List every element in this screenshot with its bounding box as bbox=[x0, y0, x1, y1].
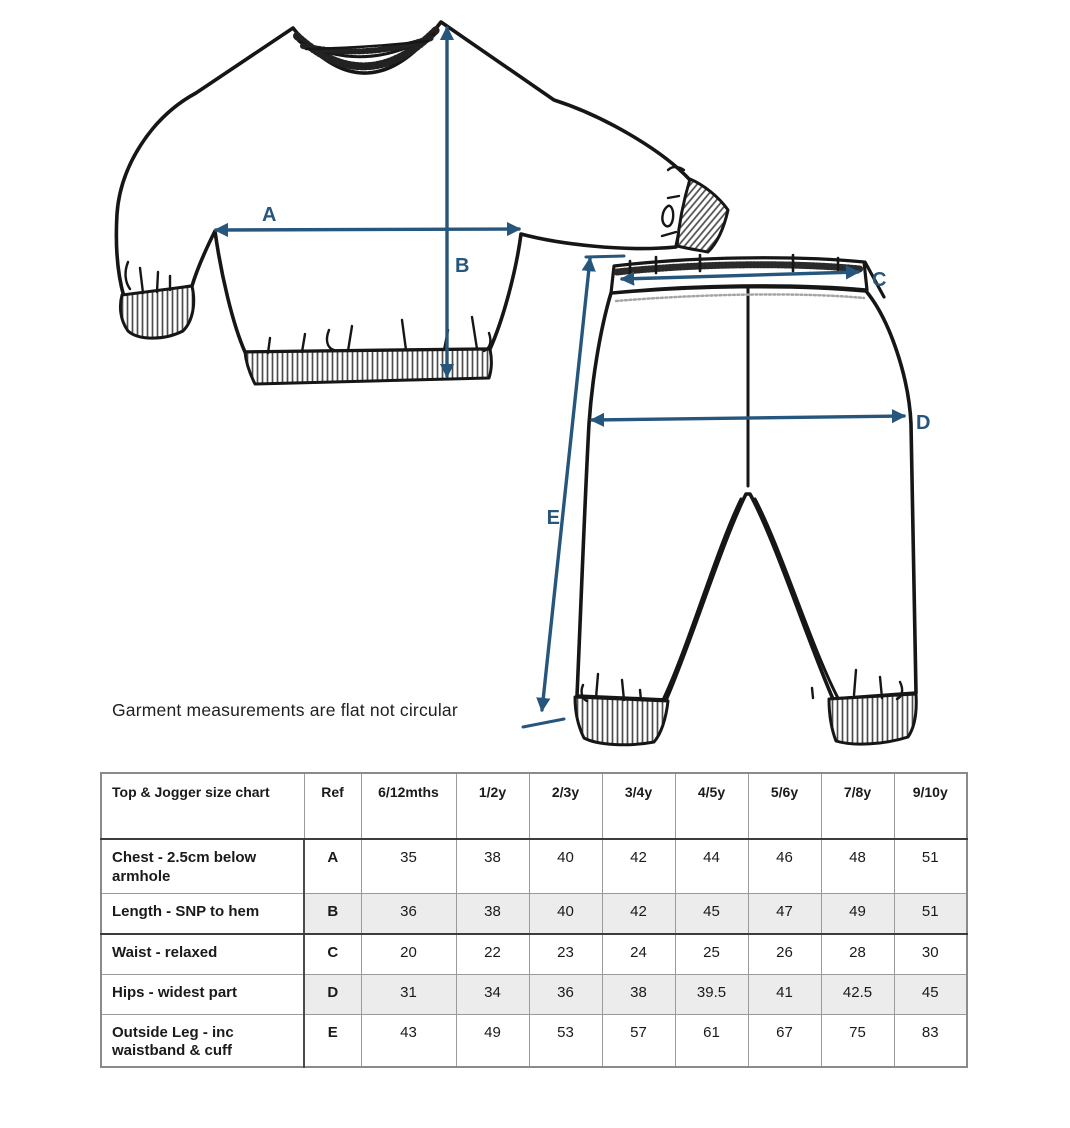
joggers-drawing bbox=[575, 255, 916, 745]
table-row-length bbox=[101, 893, 967, 934]
dim-label-b: B bbox=[455, 255, 470, 277]
value-cell: 42 bbox=[602, 839, 675, 893]
row-label: Chest - 2.5cm below armhole bbox=[101, 839, 304, 893]
table-row-hips bbox=[101, 974, 967, 1014]
column-header-size: 2/3y bbox=[529, 773, 602, 839]
dim-label-c: C bbox=[872, 269, 887, 291]
value-cell: 46 bbox=[748, 839, 821, 893]
value-cell: 75 bbox=[821, 1014, 894, 1067]
value-cell: 49 bbox=[456, 1014, 529, 1067]
sweatshirt-hem-band bbox=[245, 349, 491, 384]
value-cell: 57 bbox=[602, 1014, 675, 1067]
value-cell: 38 bbox=[456, 839, 529, 893]
value-cell: 41 bbox=[748, 974, 821, 1014]
value-cell: 24 bbox=[602, 934, 675, 974]
ref-cell: B bbox=[304, 893, 361, 934]
value-cell: 53 bbox=[529, 1014, 602, 1067]
size-chart-table bbox=[100, 772, 968, 1068]
joggers-right-cuff bbox=[829, 694, 916, 744]
sweatshirt-body-outline bbox=[116, 22, 690, 352]
column-header-size: 3/4y bbox=[602, 773, 675, 839]
value-cell: 31 bbox=[361, 974, 456, 1014]
column-header-size: 5/6y bbox=[748, 773, 821, 839]
row-label: Waist - relaxed bbox=[101, 934, 304, 974]
flat-measurement-note: Garment measurements are flat not circular bbox=[112, 700, 458, 720]
value-cell: 45 bbox=[894, 974, 967, 1014]
value-cell: 20 bbox=[361, 934, 456, 974]
value-cell: 61 bbox=[675, 1014, 748, 1067]
row-label: Length - SNP to hem bbox=[101, 893, 304, 934]
row-label: Outside Leg - inc waistband & cuff bbox=[101, 1014, 304, 1067]
value-cell: 51 bbox=[894, 893, 967, 934]
column-header-size: 1/2y bbox=[456, 773, 529, 839]
joggers-left-cuff bbox=[575, 697, 668, 745]
dim-label-e: E bbox=[546, 507, 560, 529]
value-cell: 40 bbox=[529, 893, 602, 934]
sweatshirt-left-cuff bbox=[120, 286, 193, 338]
value-cell: 47 bbox=[748, 893, 821, 934]
table-title: Top & Jogger size chart bbox=[101, 773, 304, 839]
value-cell: 35 bbox=[361, 839, 456, 893]
row-label: Hips - widest part bbox=[101, 974, 304, 1014]
value-cell: 34 bbox=[456, 974, 529, 1014]
column-header-size: 9/10y bbox=[894, 773, 967, 839]
column-header-size: 6/12mths bbox=[361, 773, 456, 839]
dim-label-a: A bbox=[262, 204, 277, 226]
value-cell: 38 bbox=[602, 974, 675, 1014]
value-cell: 83 bbox=[894, 1014, 967, 1067]
ref-cell: D bbox=[304, 974, 361, 1014]
value-cell: 38 bbox=[456, 893, 529, 934]
value-cell: 40 bbox=[529, 839, 602, 893]
table-row-waist bbox=[101, 934, 967, 974]
value-cell: 30 bbox=[894, 934, 967, 974]
value-cell: 43 bbox=[361, 1014, 456, 1067]
value-cell: 22 bbox=[456, 934, 529, 974]
value-cell: 67 bbox=[748, 1014, 821, 1067]
table-header-row bbox=[101, 773, 967, 839]
value-cell: 42 bbox=[602, 893, 675, 934]
value-cell: 48 bbox=[821, 839, 894, 893]
dim-arrow-a bbox=[216, 229, 519, 230]
value-cell: 39.5 bbox=[675, 974, 748, 1014]
ref-cell: A bbox=[304, 839, 361, 893]
value-cell: 25 bbox=[675, 934, 748, 974]
value-cell: 42.5 bbox=[821, 974, 894, 1014]
ref-cell: C bbox=[304, 934, 361, 974]
ref-cell: E bbox=[304, 1014, 361, 1067]
value-cell: 28 bbox=[821, 934, 894, 974]
value-cell: 23 bbox=[529, 934, 602, 974]
value-cell: 51 bbox=[894, 839, 967, 893]
dim-label-d: D bbox=[916, 412, 931, 434]
value-cell: 36 bbox=[361, 893, 456, 934]
column-header-size: 7/8y bbox=[821, 773, 894, 839]
table-row-chest bbox=[101, 839, 967, 893]
table-row-outside-leg bbox=[101, 1014, 967, 1067]
value-cell: 36 bbox=[529, 974, 602, 1014]
value-cell: 45 bbox=[675, 893, 748, 934]
column-header-size: 4/5y bbox=[675, 773, 748, 839]
value-cell: 49 bbox=[821, 893, 894, 934]
value-cell: 26 bbox=[748, 934, 821, 974]
value-cell: 44 bbox=[675, 839, 748, 893]
column-header-ref: Ref bbox=[304, 773, 361, 839]
